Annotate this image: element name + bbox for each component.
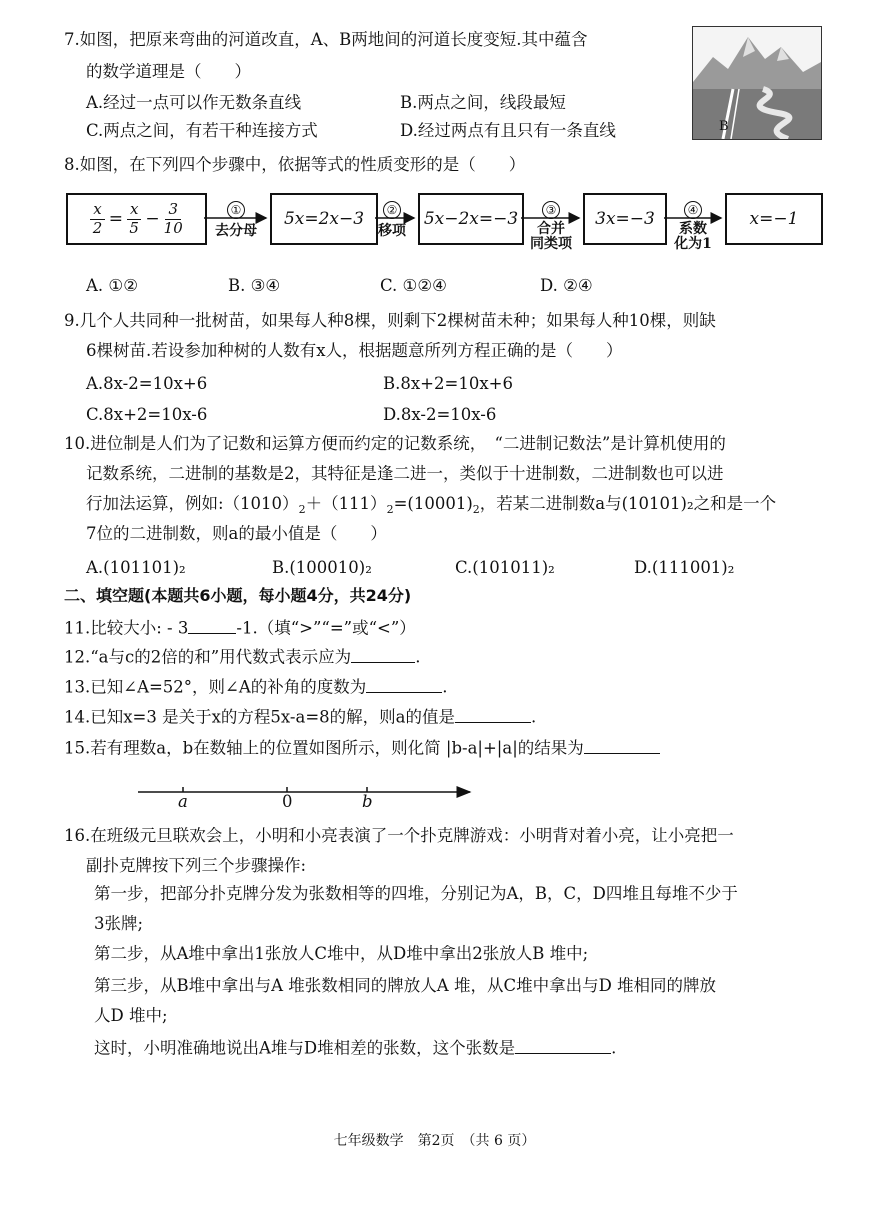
fraction-3-over-10: $\frac{3}{10}$ <box>163 200 183 237</box>
q12-answer-blank[interactable] <box>351 645 415 663</box>
q13-line: 13.已知∠A=52°，则∠A的补角的度数为 . <box>64 675 448 697</box>
q9-stem-line2: 6棵树苗.若设参加种树的人数有x人，根据题意所列方程正确的是（ ） <box>86 341 623 360</box>
q9-stem-line1: 9.几个人共同种一批树苗，如果每人种8棵，则剩下2棵树苗未种；如果每人种10棵，则缺 <box>64 311 716 330</box>
q8-step3-label: 合并 同类项 <box>530 221 572 253</box>
q7-stem-line2: 的数学道理是（ ） <box>86 62 251 81</box>
q8-step4-label: 系数 化为1 <box>674 221 712 253</box>
q8-equation-box-3: 3x=−3 <box>583 193 667 245</box>
q16-line1: 16.在班级元旦联欢会上，小明和小亮表演了一个扑克牌游戏：小明背对着小亮，让小亮把一 <box>64 826 734 845</box>
q9-option-d: D.8x-2=10x-6 <box>383 405 497 424</box>
q10-stem-line2: 记数系统，二进制的基数是2，其特征是逢二进一，类似于十进制数，二进制数也可以进 <box>86 464 724 483</box>
q10-stem-line3: 行加法运算，例如$:(1010)_2+(111)_2=(10001)_2$，若某二进制数a与(10101)₂之和是一个 <box>86 494 777 516</box>
q10-option-a: A.(101101)₂ <box>86 558 186 577</box>
number-line-label-zero: 0 <box>282 792 293 811</box>
q16-line4: 3张牌; <box>94 914 144 933</box>
q8-equation-box-original: $\frac{x}{2}$ = $\frac{x}{5}$ − $\frac{3}{10}$ <box>66 193 207 245</box>
q15-answer-blank[interactable] <box>584 736 660 754</box>
q11-line: 11.比较大小: - 3 -1.（填“>”“=”或“<”） <box>64 616 416 638</box>
q16-line8: 这时，小明准确地说出A堆与D堆相差的张数，这个张数是 . <box>94 1036 616 1058</box>
fraction-x-over-2: $\frac{x}{2}$ <box>90 201 104 237</box>
q8-option-d: D. ②④ <box>540 276 593 295</box>
number-line <box>0 778 869 818</box>
number-line-label-b: b <box>362 792 373 811</box>
q9-option-c: C.8x+2=10x-6 <box>86 405 208 424</box>
q8-step3-number: ③ <box>526 201 576 219</box>
q8-equation-box-4: x=−1 <box>725 193 823 245</box>
q11-answer-blank[interactable] <box>188 616 236 634</box>
q14-answer-blank[interactable] <box>455 705 531 723</box>
q8-option-c: C. ①②④ <box>380 276 447 295</box>
q7-option-a: A.经过一点可以作无数条直线 <box>86 93 302 112</box>
q8-step1-number: ① <box>212 201 260 219</box>
fraction-x-over-5: $\frac{x}{5}$ <box>127 201 141 237</box>
q16-line7: 人D 堆中; <box>94 1006 168 1025</box>
q16-line6: 第三步，从B堆中拿出与A 堆张数相同的牌放人A 堆，从C堆中拿出与D 堆相同的牌放 <box>94 976 717 995</box>
number-line-label-a: a <box>178 792 188 811</box>
q13-answer-blank[interactable] <box>366 675 442 693</box>
q8-equation-box-2: 5x−2x=−3 <box>418 193 524 245</box>
section-2-heading: 二、填空题(本题共6小题，每小题4分，共24分) <box>64 586 412 605</box>
river-illustration <box>692 26 822 140</box>
q7-option-c: C.两点之间，有若干种连接方式 <box>86 121 318 140</box>
page-footer: 七年级数学 第2页 （共 6 页） <box>333 1133 536 1149</box>
q14-line: 14.已知x=3 是关于x的方程5x-a=8的解，则a的值是 . <box>64 705 536 727</box>
q7-option-d: D.经过两点有且只有一条直线 <box>400 121 616 140</box>
q9-option-a: A.8x-2=10x+6 <box>86 374 208 393</box>
q10-option-c: C.(101011)₂ <box>455 558 555 577</box>
q8-stem: 8.如图，在下列四个步骤中，依据等式的性质变形的是（ ） <box>64 155 526 174</box>
q8-step-arrows <box>0 205 869 235</box>
river-label-b: B <box>719 119 729 134</box>
q10-option-d: D.(111001)₂ <box>634 558 735 577</box>
q8-step2-label: 移项 <box>378 223 406 239</box>
q16-line3: 第一步，把部分扑克牌分发为张数相等的四堆，分别记为A，B，C，D四堆且每堆不少于 <box>94 884 738 903</box>
q7-stem-line1: 7.如图，把原来弯曲的河道改直，A、B两地间的河道长度变短.其中蕴含 <box>64 30 588 49</box>
q8-step2-number: ② <box>372 201 412 219</box>
q10-stem-line1: 10.进位制是人们为了记数和运算方便而约定的记数系统， “二进制记数法”是计算机使用的 <box>64 434 726 453</box>
q8-equation-box-1: 5x=2x−3 <box>270 193 378 245</box>
q8-step1-label: 去分母 <box>215 223 257 239</box>
q8-option-a: A. ①② <box>86 276 138 295</box>
q10-stem-line4: 7位的二进制数，则a的最小值是（ ） <box>86 524 387 543</box>
q9-option-b: B.8x+2=10x+6 <box>383 374 513 393</box>
q16-answer-blank[interactable] <box>515 1036 611 1054</box>
q8-step4-number: ④ <box>668 201 718 219</box>
q15-line: 15.若有理数a，b在数轴上的位置如图所示，则化简 |b-a|+|a|的结果为 <box>64 736 660 758</box>
q10-option-b: B.(100010)₂ <box>272 558 372 577</box>
q16-line2: 副扑克牌按下列三个步骤操作: <box>86 856 307 875</box>
q16-line5: 第二步，从A堆中拿出1张放人C堆中，从D堆中拿出2张放人B 堆中; <box>94 944 589 963</box>
q8-option-b: B. ③④ <box>228 276 281 295</box>
q12-line: 12.“a与c的2倍的和”用代数式表示应为 . <box>64 645 420 667</box>
q7-option-b: B.两点之间，线段最短 <box>400 93 566 112</box>
